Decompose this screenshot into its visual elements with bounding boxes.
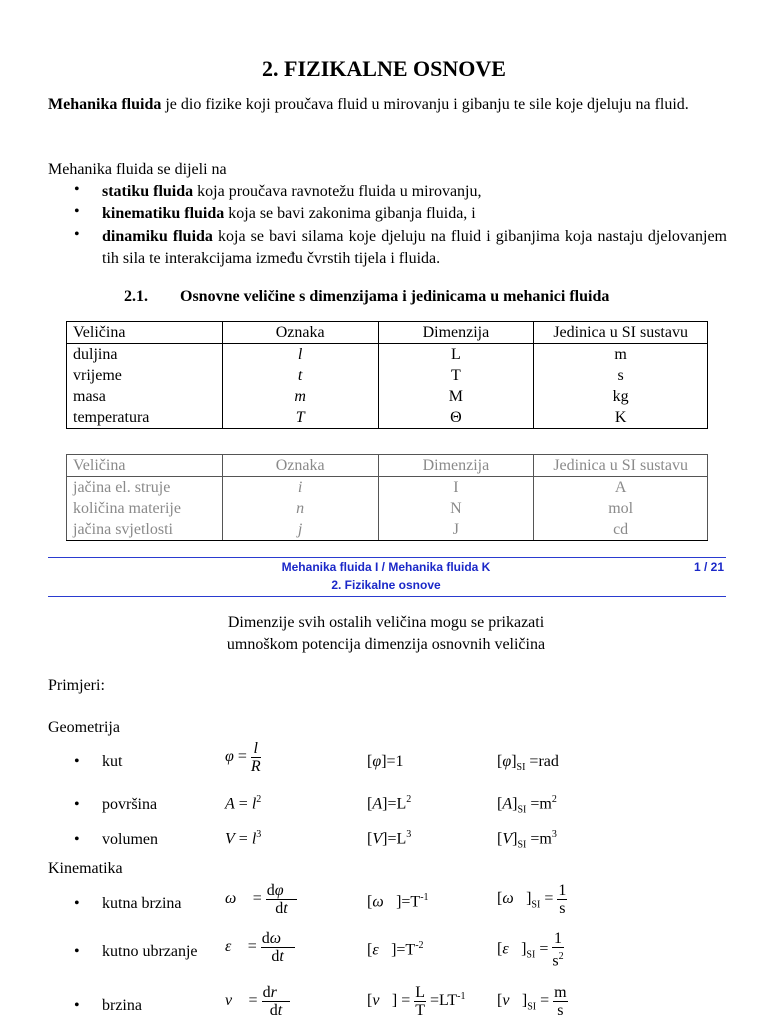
bullet-text: koja se bavi silama koje djeluju na fluid i gibanjima koja nastaju djelovanjem tih sila te interakcijama između čvrstih tijela i fluida. <box>102 228 728 267</box>
quantity-name: kutno ubrzanje <box>102 943 198 960</box>
quantity-name: kut <box>102 753 123 770</box>
table-header: Veličina <box>67 322 223 344</box>
statement-line: umnoškom potencija dimenzija osnovnih veličina <box>226 636 546 653</box>
statement <box>0 612 768 656</box>
footer-page-number: 1 / 21 <box>693 560 724 574</box>
bullet-text: koja proučava ravnotežu fluida u mirovanju, <box>193 183 482 200</box>
footer-course: Mehanika fluida I / Mehanika fluida K <box>281 560 491 574</box>
subsection-heading <box>124 288 609 306</box>
formula-angle: φ = $\frac{l}{R}$ <box>225 740 261 775</box>
table-row <box>67 498 708 519</box>
table-row <box>67 386 708 407</box>
table-cell: kg <box>534 386 708 407</box>
table-header: Oznaka <box>222 322 378 344</box>
si-unit-velocity: $[v⃗]_{SI}$ = $\frac{m}{s}$ <box>497 984 567 1019</box>
table-cell: masa <box>67 386 223 407</box>
table-cell: s <box>534 365 708 386</box>
table-cell: m <box>222 386 378 407</box>
table-header: Dimenzija <box>378 455 534 477</box>
table-header: Veličina <box>67 455 223 477</box>
table-cell: jačina svjetlosti <box>67 519 223 541</box>
intro-bold: Mehanika fluida <box>48 96 162 113</box>
bullet-icon: • <box>74 997 80 1014</box>
table-cell: jačina el. struje <box>67 477 223 499</box>
table-cell: T <box>222 407 378 429</box>
bullet-icon: • <box>74 753 80 770</box>
statement-line: Dimenzije svih ostalih veličina mogu se prikazati <box>227 614 545 631</box>
intro-text: je dio fizike koji proučava fluid u mirovanju i gibanju te sile koje djeluju na fluid. <box>161 96 689 113</box>
quantity-name: površina <box>102 796 158 813</box>
quantity-name: brzina <box>102 997 142 1014</box>
si-unit-angle: $[\varphi]_{SI} =rad$ <box>497 753 559 774</box>
table-cell: L <box>378 344 534 366</box>
table-cell: A <box>534 477 708 499</box>
table-header: Oznaka <box>222 455 378 477</box>
table-cell: M <box>378 386 534 407</box>
table-row <box>67 407 708 429</box>
footer-bottom-rule <box>48 596 726 597</box>
table-header: Jedinica u SI sustavu <box>534 455 708 477</box>
table-cell: m <box>534 344 708 366</box>
bullet-icon: • <box>74 895 80 912</box>
si-unit-angular-acceleration: $[\varepsilon⃗]_{SI}$ = $\frac{1}{s^2}$ <box>497 930 564 970</box>
table-cell: vrijeme <box>67 365 223 386</box>
bullet-icon: • <box>74 796 80 813</box>
table-row <box>67 477 708 499</box>
table-cell: i <box>222 477 378 499</box>
formula-angular-velocity: ω⃗ = $\frac{d\varphi⃗}{dt}$ <box>225 882 297 917</box>
dimension-angle: [φ]=1 <box>367 753 404 770</box>
table-cell: mol <box>534 498 708 519</box>
division-intro: Mehanika fluida se dijeli na <box>48 161 227 178</box>
base-quantities-table <box>66 321 708 429</box>
kinematics-label: Kinematika <box>48 860 123 877</box>
footer-top-rule <box>48 557 726 558</box>
formula-volume: $V = l^3$ <box>225 829 262 848</box>
bullet-bold: statiku fluida <box>102 183 194 200</box>
dimension-area: $[A]=L^2$ <box>367 794 412 813</box>
table-cell: N <box>378 498 534 519</box>
bullet-icon: • <box>74 181 80 198</box>
bullet-icon: • <box>74 203 80 220</box>
page-title: 2. FIZIKALNE OSNOVE <box>262 56 506 81</box>
table-header: Jedinica u SI sustavu <box>534 322 708 344</box>
bullet-bold: kinematiku fluida <box>102 205 225 222</box>
table-cell: duljina <box>67 344 223 366</box>
formula-velocity: v⃗ = $\frac{dr⃗}{dt}$ <box>225 984 290 1019</box>
quantity-name: kutna brzina <box>102 895 182 912</box>
table-cell: cd <box>534 519 708 541</box>
table-cell: j <box>222 519 378 541</box>
table-cell: T <box>378 365 534 386</box>
bullet-icon: • <box>74 226 80 243</box>
formula-angular-acceleration: ε⃗ = $\frac{d\omega⃗}{dt}$ <box>225 930 294 965</box>
table-cell: J <box>378 519 534 541</box>
table-cell: Θ <box>378 407 534 429</box>
dimension-angular-acceleration: $[\varepsilon⃗]=T^{-2}$ <box>367 940 424 959</box>
additional-quantities-table <box>66 454 708 541</box>
formula-area: $A = l^2$ <box>225 794 262 813</box>
examples-label: Primjeri: <box>48 677 105 694</box>
si-unit-volume: $[V]_{SI} =m^3$ <box>497 829 557 851</box>
bullet-text: koja se bavi zakonima gibanja fluida, i <box>224 205 476 222</box>
dimension-angular-velocity: $[\omega⃗]=T^{-1}$ <box>367 892 429 911</box>
geometry-label: Geometrija <box>48 719 120 736</box>
footer-chapter: 2. Fizikalne osnove <box>331 578 441 592</box>
si-unit-angular-velocity: $[\omega⃗]_{SI}$ = $\frac{1}{s}$ <box>497 882 567 917</box>
table-cell: I <box>378 477 534 499</box>
bullet-bold: dinamiku fluida <box>102 228 213 245</box>
table-row <box>67 519 708 541</box>
table-cell: temperatura <box>67 407 223 429</box>
subsection-title: Osnovne veličine s dimenzijama i jedinicama u mehanici fluida <box>180 288 610 305</box>
table-cell: K <box>534 407 708 429</box>
subsection-number: 2.1. <box>124 288 148 305</box>
table-cell: n <box>222 498 378 519</box>
dimension-velocity: [v⃗] = $\frac{L}{T}$ $=LT^{-1}$ <box>367 984 466 1019</box>
intro-paragraph <box>48 94 726 116</box>
dimension-volume: $[V]=L^3$ <box>367 829 412 848</box>
quantity-name: volumen <box>102 831 158 848</box>
table-row <box>67 365 708 386</box>
bullet-icon: • <box>74 943 80 960</box>
table-header: Dimenzija <box>378 322 534 344</box>
bullet-icon: • <box>74 831 80 848</box>
table-row <box>67 344 708 366</box>
table-cell: l <box>222 344 378 366</box>
si-unit-area: $[A]_{SI} =m^2$ <box>497 794 557 816</box>
table-cell: količina materije <box>67 498 223 519</box>
table-cell: t <box>222 365 378 386</box>
